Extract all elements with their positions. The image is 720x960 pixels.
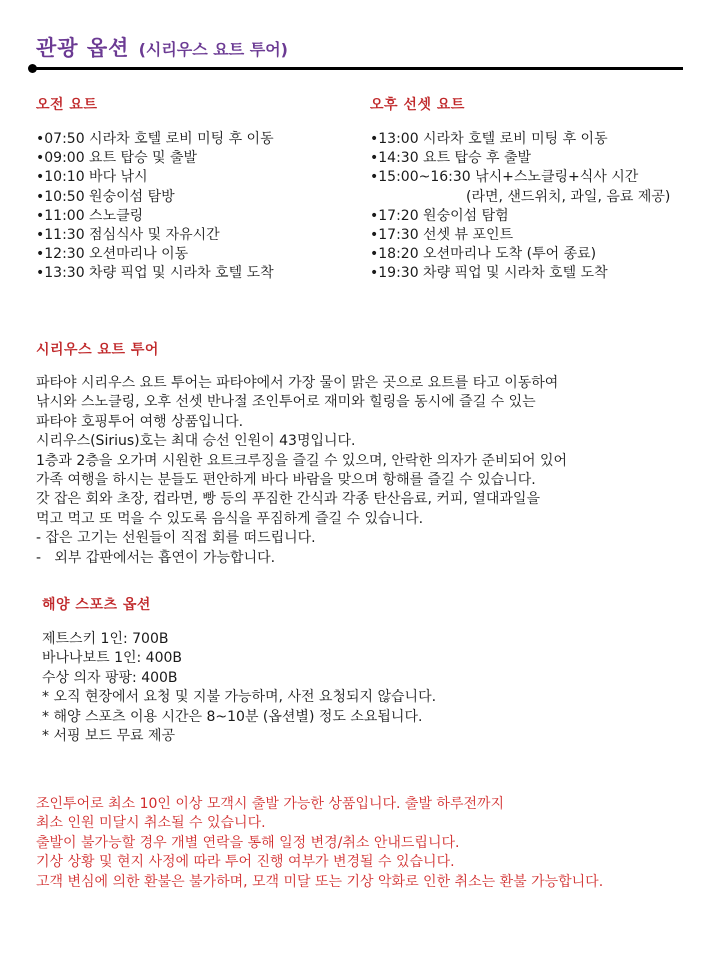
schedule-item: •10:10 바다 낚시	[36, 169, 148, 186]
marine-note: * 오직 현장에서 요청 및 지불 가능하며, 사전 요청되지 않습니다.	[42, 689, 437, 706]
description-line: 낚시와 스노클링, 오후 선셋 반나절 조인투어로 재미와 힐링을 동시에 즐길 수 있는	[36, 394, 536, 411]
description-line: 파타야 시리우스 요트 투어는 파타야에서 가장 물이 맑은 곳으로 요트를 타고 이동하여	[36, 375, 559, 391]
description-line: 갓 잡은 회와 초장, 컵라면, 빵 등의 푸짐한 간식과 각종 탄산음료, 커피, 열대과일을	[36, 491, 540, 508]
sirius-heading: 시리우스 요트 투어	[36, 342, 159, 358]
schedule-item: •13:30 차량 픽업 및 시라차 호텔 도착	[36, 265, 274, 282]
schedule-item: •19:30 차량 픽업 및 시라차 호텔 도착	[370, 265, 608, 282]
schedule-item: •17:30 선셋 뷰 포인트	[370, 227, 514, 244]
schedule-item: •17:20 원숭이섬 탐험	[370, 207, 509, 224]
page-title	[36, 32, 288, 62]
notice-line: 기상 상황 및 현지 사정에 따라 투어 진행 여부가 변경될 수 있습니다.	[36, 854, 455, 871]
sirius-description	[36, 374, 567, 568]
price-line-banana-boat: 바나나보트 1인: 400B	[42, 650, 182, 667]
schedule-item: •12:30 오션마리나 이동	[36, 246, 189, 263]
description-line: - 외부 갑판에서는 흡연이 가능합니다.	[36, 549, 276, 566]
schedule-item: •15:00~16:30 낚시+스노클링+식사 시간	[370, 169, 639, 186]
morning-heading: 오전 요트	[36, 97, 98, 113]
notice-line: 출발이 불가능할 경우 개별 연락을 통해 일정 변경/취소 안내드립니다.	[36, 834, 460, 851]
sunset-heading: 오후 선셋 요트	[370, 97, 465, 113]
notice-line: 조인투어로 최소 10인 이상 모객시 출발 가능한 상품입니다. 출발 하루전까지	[36, 796, 505, 812]
marine-note: * 해양 스포츠 이용 시간은 8~10분 (옵션별) 정도 소요됩니다.	[42, 708, 423, 725]
schedule-item: •13:00 시라차 호텔 로비 미팅 후 이동	[370, 131, 608, 147]
notice-line: 고객 변심에 의한 환불은 불가하며, 모객 미달 또는 기상 악화로 인한 취소는 환불 가능합니다.	[36, 873, 604, 890]
marine-heading: 해양 스포츠 옵션	[42, 597, 151, 613]
description-line: 가족 여행을 하시는 분들도 편안하게 바다 바람을 맞으며 항해를 즐길 수 있습니다.	[36, 472, 536, 489]
notice-line: 최소 인원 미달시 취소될 수 있습니다.	[36, 815, 266, 832]
schedule-item: •07:50 시라차 호텔 로비 미팅 후 이동	[36, 131, 274, 147]
sunset-schedule	[370, 130, 670, 284]
schedule-item: •11:00 스노클링	[36, 207, 144, 224]
description-line: 파타야 호핑투어 여행 상품입니다.	[36, 413, 244, 430]
title-main: 관광 옵션	[36, 36, 130, 60]
price-line-water-chair: 수상 의자 팡팡: 400B	[42, 669, 178, 686]
schedule-item: •18:20 오션마리나 도착 (투어 종료)	[370, 246, 597, 263]
schedule-item-note: (라면, 샌드위치, 과일, 음료 제공)	[466, 188, 671, 205]
title-subtitle: (시리우스 요트 투어)	[138, 40, 288, 59]
marine-note: * 서핑 보드 무료 제공	[42, 728, 175, 745]
description-line: 먹고 먹고 또 먹을 수 있도록 음식을 푸짐하게 즐길 수 있습니다.	[36, 510, 424, 527]
description-line: 시리우스(Sirius)호는 최대 승선 인원이 43명입니다.	[36, 433, 356, 450]
description-line: 1층과 2층을 오가며 시원한 요트크루징을 즐길 수 있으며, 안락한 의자가 준비되어 있어	[36, 452, 568, 469]
price-line-jetski: 제트스키 1인: 700B	[42, 631, 169, 647]
schedule-item: •10:50 원숭이섬 탐방	[36, 188, 175, 205]
schedule-item: •14:30 요트 탑승 후 출발	[370, 150, 532, 167]
schedule-item: •11:30 점심식사 및 자유시간	[36, 227, 220, 244]
description-line: - 잡은 고기는 선원들이 직접 회를 떠드립니다.	[36, 530, 316, 547]
marine-options	[42, 630, 436, 746]
tour-notice	[36, 795, 603, 892]
schedule-item: •09:00 요트 탑승 및 출발	[36, 150, 198, 167]
title-divider	[33, 67, 683, 70]
morning-schedule	[36, 130, 274, 284]
